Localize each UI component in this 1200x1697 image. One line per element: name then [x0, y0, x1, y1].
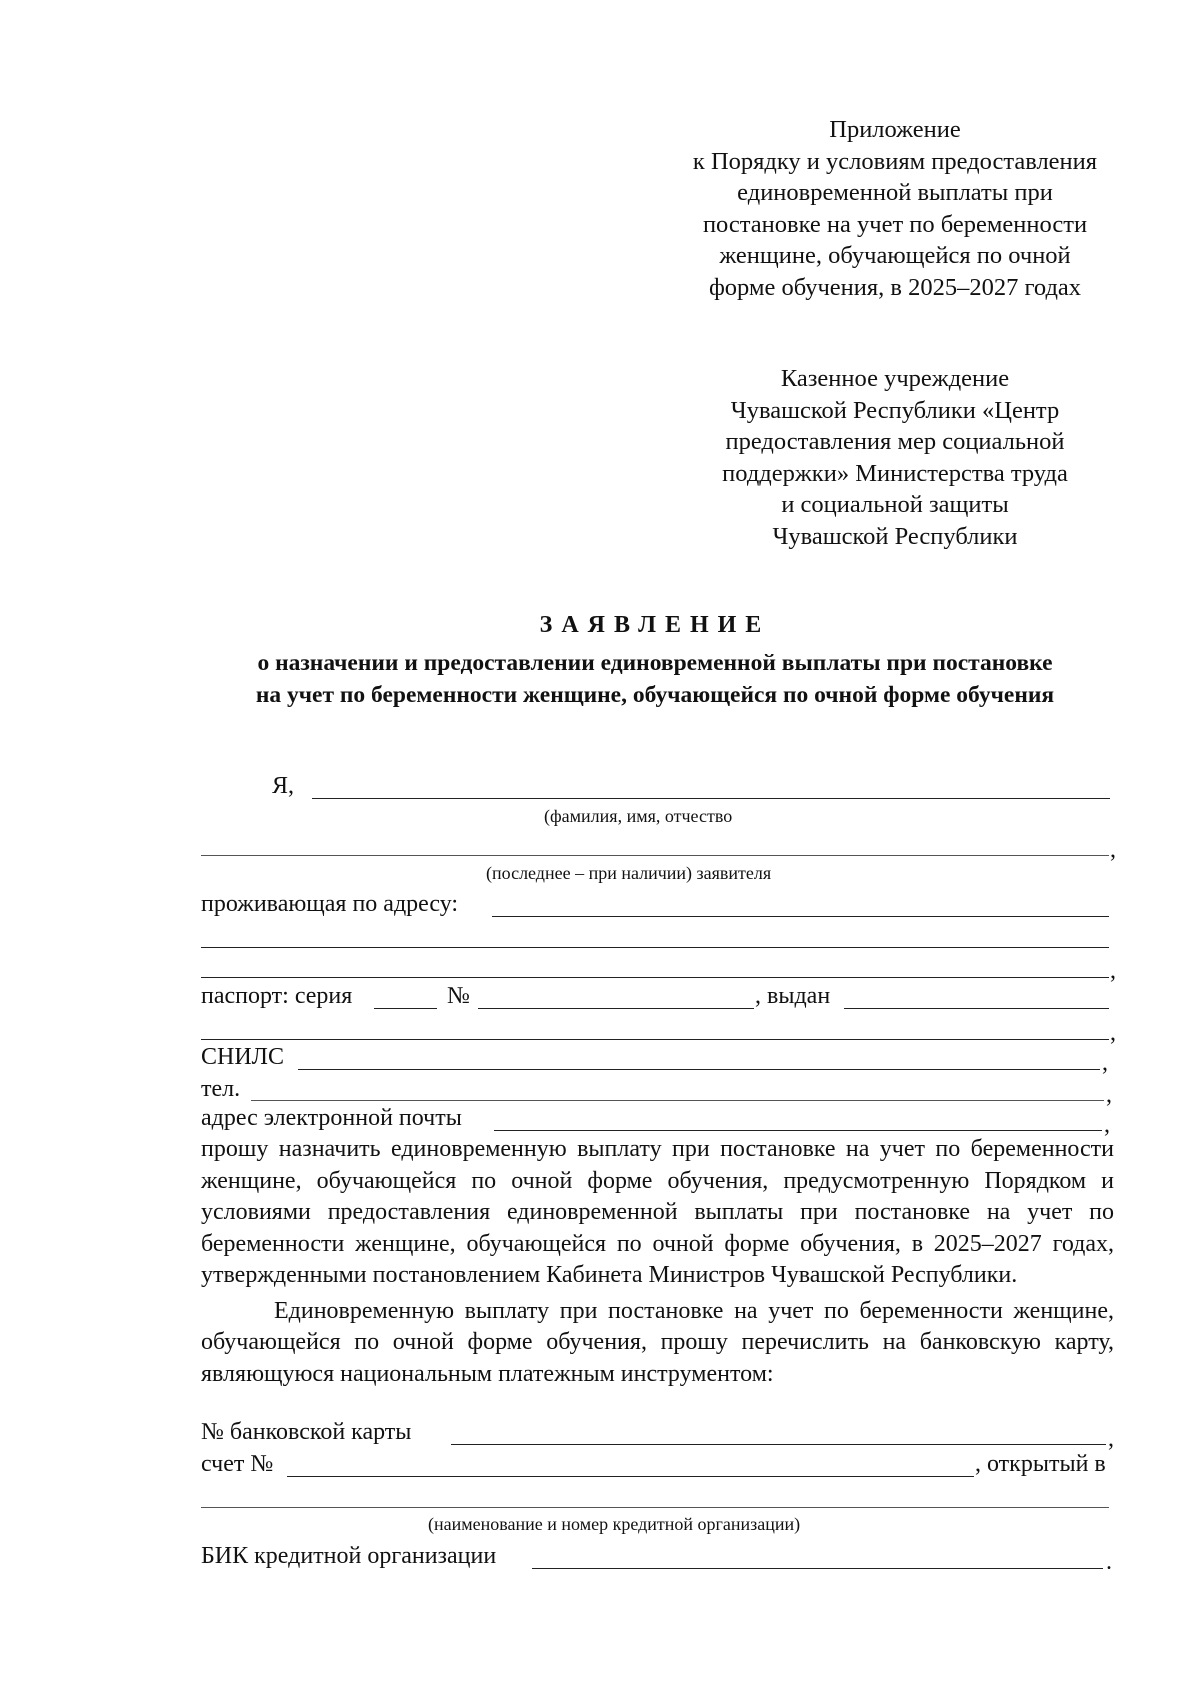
comma: , [1110, 1020, 1116, 1046]
appendix-line: форме обучения, в 2025–2027 годах [708, 273, 1082, 301]
document-title: ЗАЯВЛЕНИЕ [539, 612, 771, 638]
comma: , [1106, 1082, 1112, 1108]
addressee-line: поддержки» Министерства труда [722, 459, 1068, 487]
opened-in-label: , открытый в [975, 1451, 1106, 1477]
addressee-line: Казенное учреждение [780, 365, 1010, 392]
addressee-block [680, 363, 1110, 552]
payment-paragraph: Единовременную выплату при постановке на учет по беременности женщине, обучающейся по очной форме обучения, прошу перечислить на банковскую карту, являющуюся национальным платежным инструментом: [201, 1297, 1114, 1387]
comma: , [1110, 958, 1116, 984]
passport-issued-field-2[interactable] [201, 1039, 1109, 1040]
address-field-3[interactable] [201, 977, 1109, 978]
request-text-block [201, 1134, 1114, 1390]
appendix-line: женщине, обучающейся по очной [719, 242, 1071, 269]
email-field[interactable] [494, 1130, 1102, 1131]
email-label: адрес электронной почты [201, 1105, 462, 1131]
request-paragraph: прошу назначить единовременную выплату при постановке на учет по беременности женщине, обучающейся по очной форме обучения, предусмотренную Порядком и условиями предоставления единовременной выплаты при постановке на учет по беременности женщине, обучающейся по очной форме обучения, в 2025–2027 годах, утвержденными постановлением Кабинета Министров Чувашской Республики. [201, 1136, 1114, 1288]
bik-field[interactable] [532, 1568, 1103, 1569]
addressee-line: предоставления мер социальной [725, 428, 1065, 455]
appendix-line: Приложение [829, 116, 961, 143]
comma: , [1108, 1426, 1114, 1452]
passport-issued-field[interactable] [844, 1008, 1109, 1009]
addressee-line: и социальной защиты [781, 491, 1009, 518]
passport-issued-label: , выдан [755, 983, 831, 1009]
comma: , [1104, 1112, 1110, 1138]
bank-caption: (наименование и номер кредитной организации) [428, 1514, 801, 1534]
fio-caption: (фамилия, имя, отчество [544, 806, 733, 826]
snils-label: СНИЛС [201, 1044, 284, 1070]
card-number-field[interactable] [451, 1444, 1106, 1445]
appendix-block [660, 114, 1130, 303]
bik-label: БИК кредитной организации [201, 1543, 497, 1569]
period: . [1106, 1549, 1112, 1575]
addressee-line: Чувашской Республики «Центр [730, 396, 1060, 424]
appendix-line: единовременной выплаты при [737, 179, 1053, 206]
address-label: проживающая по адресу: [201, 891, 459, 917]
comma: , [1102, 1050, 1108, 1076]
phone-label: тел. [201, 1076, 241, 1102]
bank-name-field[interactable] [201, 1507, 1109, 1508]
comma: , [1110, 837, 1116, 863]
subtitle-line: о назначении и предоставлении единовременной выплаты при постановке [257, 650, 1053, 676]
address-field[interactable] [492, 916, 1109, 917]
appendix-line: постановке на учет по беременности [702, 210, 1088, 238]
passport-number-label: № [447, 983, 470, 1009]
fio-caption-2: (последнее – при наличии) заявителя [486, 863, 772, 883]
snils-field[interactable] [298, 1069, 1100, 1070]
i-label: Я, [272, 773, 295, 799]
address-field-2[interactable] [201, 947, 1109, 948]
account-field[interactable] [287, 1476, 974, 1477]
phone-field[interactable] [251, 1100, 1104, 1101]
addressee-line: Чувашской Республики [772, 522, 1018, 550]
passport-number-field[interactable] [478, 1008, 754, 1009]
fio-field-continued[interactable] [201, 855, 1109, 856]
fio-field[interactable] [312, 798, 1110, 799]
passport-series-field[interactable] [374, 1008, 437, 1009]
card-number-label: № банковской карты [201, 1419, 412, 1445]
appendix-line: к Порядку и условиям предоставления [692, 147, 1098, 175]
document-subtitle [150, 647, 1160, 711]
subtitle-line: на учет по беременности женщине, обучающейся по очной форме обучения [255, 682, 1055, 708]
account-label: счет № [201, 1451, 274, 1477]
passport-series-label: паспорт: серия [201, 983, 353, 1009]
